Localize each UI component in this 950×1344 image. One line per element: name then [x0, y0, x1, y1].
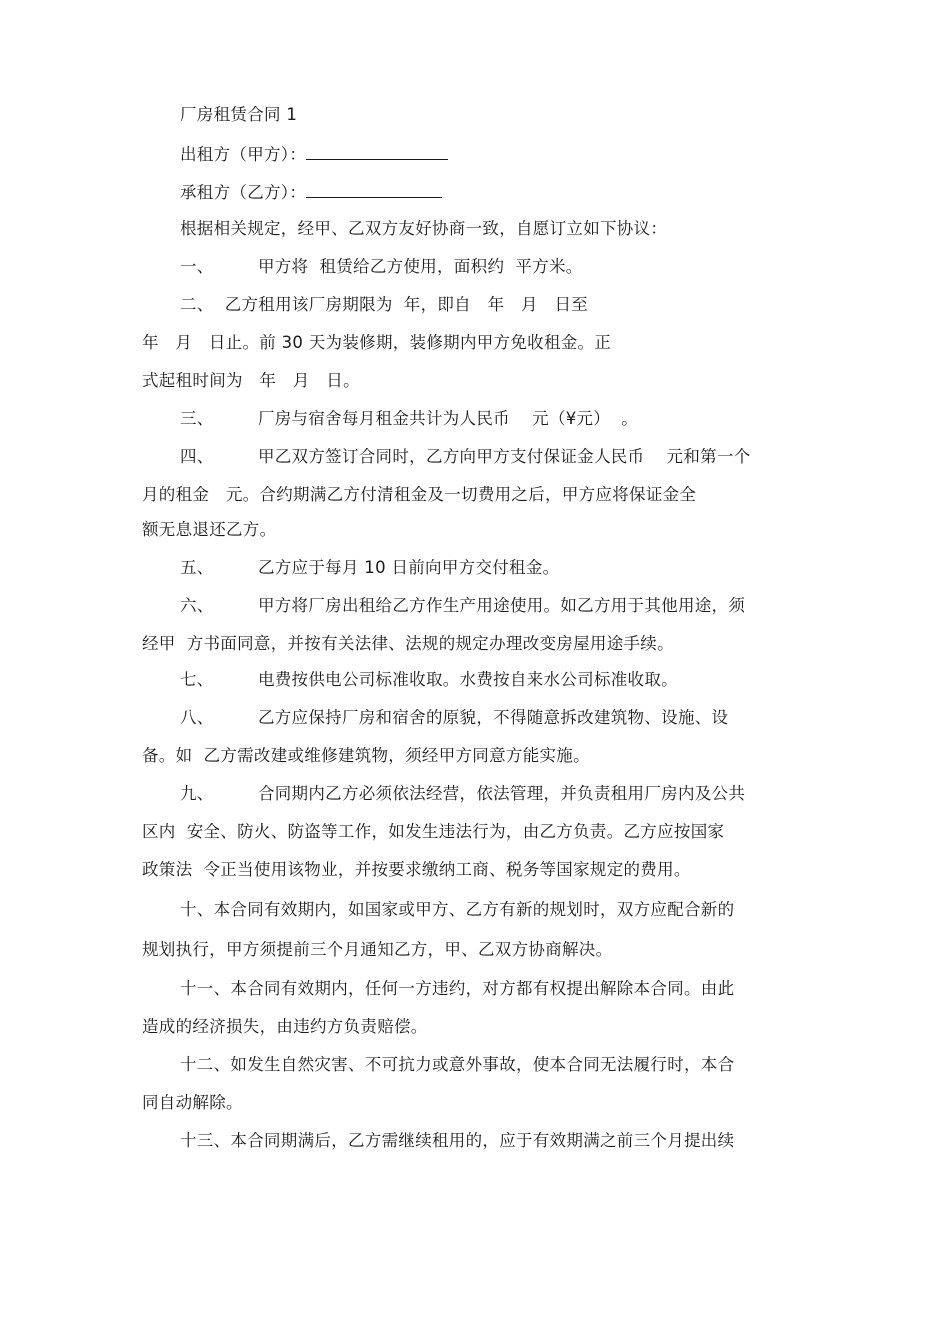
text-line: 规划执行，甲方须提前三个月通知乙方，甲、乙双方协商解决。 — [142, 940, 613, 959]
text-line: 同自动解除。 — [142, 1093, 243, 1112]
lessor-blank — [306, 142, 448, 160]
lessee-blank — [306, 180, 442, 198]
text-line: 二、 乙方租用该厂房期限为 年，即自 年 月 日至 — [180, 295, 589, 314]
text-line: 五、 乙方应于每月 10 日前向甲方交付租金。 — [180, 558, 560, 577]
text-line: 十二、如发生自然灾害、不可抗力或意外事故，使本合同无法履行时，本合 — [180, 1055, 735, 1074]
text-line: 根据相关规定，经甲、乙双方友好协商一致，自愿订立如下协议： — [180, 219, 668, 238]
document-title: 厂房租赁合同 1 — [180, 105, 298, 124]
text-line: 六、 甲方将厂房出租给乙方作生产用途使用。如乙方用于其他用途，须 — [180, 596, 746, 615]
text-line: 七、 电费按供电公司标准收取。水费按自来水公司标准收取。 — [180, 670, 678, 689]
text-line: 十一、本合同有效期内，任何一方违约，对方都有权提出解除本合同。由此 — [180, 979, 735, 998]
text-line: 八、 乙方应保持厂房和宿舍的原貌，不得随意拆改建筑物、设施、设 — [180, 708, 729, 727]
lessee-label: 承租方（乙方）： — [180, 183, 307, 202]
text-line: 区内 安全、防火、防盗等工作，如发生违法行为，由乙方负责。乙方应按国家 — [142, 822, 725, 841]
text-line: 三、 厂房与宿舍每月租金共计为人民币 元（¥元） 。 — [180, 409, 639, 428]
text-line: 十、本合同有效期内，如国家或甲方、乙方有新的规划时，双方应配合新的 — [180, 900, 735, 919]
text-line: 政策法 令正当使用该物业，并按要求缴纳工商、税务等国家规定的费用。 — [142, 860, 691, 879]
text-line: 九、 合同期内乙方必须依法经营，依法管理，并负责租用厂房内及公共 — [180, 784, 746, 803]
lessor-label: 出租方（甲方）： — [180, 145, 307, 164]
text-line: 年 月 日止。前 30 天为装修期，装修期内甲方免收租金。正 — [142, 333, 612, 352]
lessor-line — [180, 142, 448, 166]
text-line: 月的租金 元。合约期满乙方付清租金及一切费用之后，甲方应将保证金全 — [142, 485, 697, 504]
text-line: 经甲 方书面同意，并按有关法律、法规的规定办理改变房屋用途手续。 — [142, 634, 674, 653]
text-line: 额无息退还乙方。 — [142, 520, 277, 539]
text-line: 一、 甲方将 租赁给乙方使用，面积约 平方米。 — [180, 257, 583, 276]
lessee-line — [180, 180, 442, 204]
text-line: 式起租时间为 年 月 日。 — [142, 371, 360, 390]
text-line: 备。如 乙方需改建或维修建筑物，须经甲方同意方能实施。 — [142, 746, 590, 765]
text-line: 造成的经济损失，由违约方负责赔偿。 — [142, 1017, 428, 1036]
text-line: 十三、本合同期满后，乙方需继续租用的，应于有效期满之前三个月提出续 — [180, 1131, 735, 1150]
text-line: 四、 甲乙双方签订合同时，乙方向甲方支付保证金人民币 元和第一个 — [180, 447, 751, 466]
